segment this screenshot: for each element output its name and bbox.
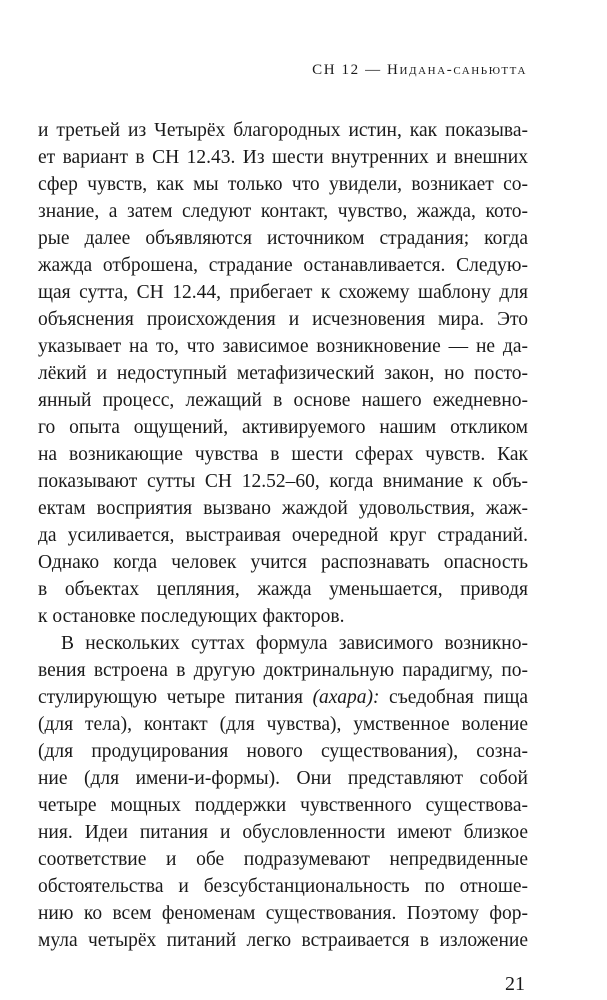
text-line: лёкий и недоступный метафизический закон, но посто- [38, 363, 528, 384]
running-header: СН 12 — Нидана-саньютта [312, 62, 527, 78]
text-line: рые далее объявляются источником страдания; когда [38, 228, 528, 249]
text-line: в объектах цепляния, жажда уменьшается, приводя [38, 579, 528, 600]
text-line: В нескольких суттах формула зависимого возникно- [61, 633, 528, 654]
text-line: Однако когда человек учится распознавать опасность [38, 552, 528, 573]
text-line: жажда отброшена, страдание останавливается. Следую- [38, 255, 528, 276]
text-line: ние (для имени-и-формы). Они представляют собой [38, 768, 528, 789]
text-segment: съедобная пища [379, 687, 528, 708]
text-line: соответствие и обе подразумевают непредвиденные [38, 849, 528, 870]
text-line: и третьей из Четырёх благородных истин, как показыва- [38, 120, 528, 141]
text-line: (для продуцирования нового существования), созна- [38, 741, 528, 762]
text-line: да усиливается, выстраивая очередной круг страданий. [38, 525, 528, 546]
text-line: знание, а затем следуют контакт, чувство, жажда, кото- [38, 201, 528, 222]
text-line: (для тела), контакт (для чувства), умственное воление [38, 714, 528, 735]
text-line: на возникающие чувства в шести сферах чувств. Как [38, 444, 528, 465]
text-line: янный процесс, лежащий в основе нашего ежедневно- [38, 390, 528, 411]
page-body [38, 117, 528, 954]
text-line: ектам восприятия вызвано жаждой удовольствия, жаж- [38, 498, 528, 519]
text-line: указывает на то, что зависимое возникновение — не да- [38, 336, 528, 357]
text-line: ет вариант в СН 12.43. Из шести внутренних и внешних [38, 147, 528, 168]
text-line: нию ко всем феноменам существования. Поэтому фор- [38, 903, 528, 924]
text-line: сфер чувств, как мы только что увидели, возникает со- [38, 174, 528, 195]
text-line: объяснения происхождения и исчезновения мира. Это [38, 309, 528, 330]
text-line: ния. Идеи питания и обусловленности имеют близкое [38, 822, 528, 843]
page-number: 21 [505, 973, 525, 995]
text-line: вения встроена в другую доктринальную парадигму, по- [38, 660, 528, 681]
text-line: го опыта ощущений, активируемого нашим откликом [38, 417, 528, 438]
text-line: показывают сутты СН 12.52–60, когда внимание к объ- [38, 471, 528, 492]
paragraph-1 [38, 117, 528, 630]
paragraph-2 [38, 630, 528, 954]
text-line: щая сутта, СН 12.44, прибегает к схожему шаблону для [38, 282, 528, 303]
text-line: обстоятельства и безсубстанциональность по отноше- [38, 876, 528, 897]
text-line [38, 684, 528, 711]
text-line: к остановке последующих факторов. [38, 606, 345, 627]
text-line: мула четырёх питаний легко встраивается в изложение [38, 930, 528, 951]
text-segment: стулирующую четыре питания [38, 687, 313, 708]
text-line: четыре мощных поддержки чувственного существова- [38, 795, 528, 816]
italic-term: (ахара): [312, 687, 380, 708]
